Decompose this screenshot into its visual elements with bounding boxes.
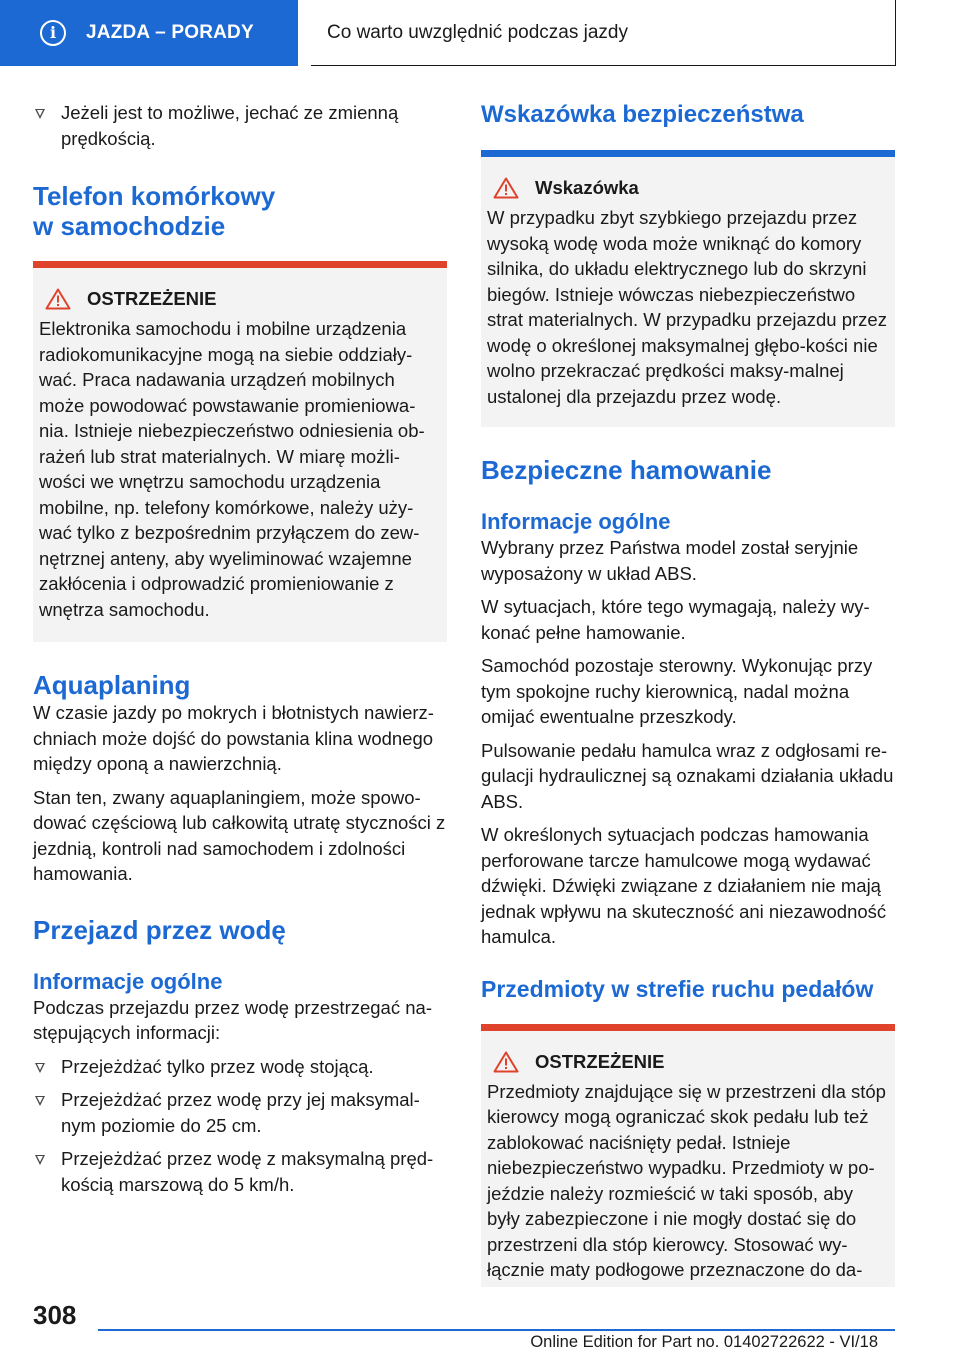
warning-title: OSTRZEŻENIE (39, 286, 441, 312)
paragraph: W czasie jazdy po mokrych i błotnistych nawierz-chniach może dojść do powstania klina wodnego między oponą a nawierzchnią. (33, 702, 434, 774)
page-header-title (311, 0, 896, 66)
edition-label: Online Edition for Part no. 01402722622 - VI/18 (530, 1333, 878, 1351)
heading-safety: Wskazówka bezpieczeństwa (481, 101, 804, 128)
heading-water: Przejazd przez wodę (33, 914, 286, 945)
paragraph: Samochód pozostaje sterowny. Wykonując przy tym spokojne ruchy kierownicą, nadal można omijać ewentualne przeszkody. (481, 655, 873, 727)
bullet-triangle-icon (35, 1155, 45, 1165)
paragraph: Podczas przejazdu przez wodę przestrzegać na-stępujących informacji: (33, 996, 432, 1043)
paragraph: Wybrany przez Państwa model został seryjnie wyposażony w układ ABS. (481, 537, 859, 584)
warning-title: OSTRZEŻENIE (487, 1049, 889, 1075)
heading-pedals: Przedmioty w strefie ruchu pedałów (481, 975, 874, 1002)
left-column (33, 100, 447, 1205)
bullet-triangle-icon (35, 109, 45, 119)
paragraph: Stan ten, zwany aquaplaningiem, może spowo-dować częściową lub całkowitą utratę styczności z jezdnią, kontroli nad samochodem i zdolności hamowania. (33, 786, 446, 884)
section-label: JAZDA – PORADY (86, 22, 254, 43)
heading-aquaplaning: Aquaplaning (33, 670, 191, 700)
warning-triangle-icon (45, 288, 71, 310)
section-tab (0, 0, 298, 66)
paragraph: W określonych sytuacjach podczas hamowania perforowane tarcze hamulcowe mogą wydawać dźwięki. Dźwięki związane z działaniem nie mają jednak wpływu na skuteczność ani niezawodność hamulca. (481, 824, 887, 947)
footer-divider (98, 1329, 895, 1331)
right-column (481, 100, 895, 1287)
note-box (481, 150, 895, 427)
bullet-triangle-icon (35, 1096, 45, 1106)
warning-text: Przedmioty znajdujące się w przestrzeni dla stóp kierowcy mogą ograniczać skok pedału lub też zablokować naciśnięty pedał. Istnieje niebezpieczeństwo wypadku. Przedmioty w po-jeździe należy rozmieścić w taki sposób, aby były zabezpieczone i nie mogły dostać się do przestrzeni dla stóp kierowcy. Stosować wy-łącznie maty podłogowe przeznaczone do da- (487, 1080, 886, 1280)
warning-box (33, 261, 447, 642)
subheading-general: Informacje ogólne (33, 968, 223, 994)
note-text: W przypadku zbyt szybkiego przejazdu przez wysoką wodę woda może wniknąć do komory silnika, do układu elektrycznego lub do skrzyni biegów. Istnieje wówczas niebezpieczeństwo strat materialnych. W przypadku przejazdu przez wodę o określonej maksymalnej głębo-kości nie wolno przekraczać prędkości maksy-malnej ustalonej dla przejazdu przez wodę. (487, 207, 887, 407)
warning-triangle-icon (493, 1051, 519, 1073)
list-item: Przejeżdżać przez wodę z maksymalną pręd-kością marszową do 5 km/h. (33, 1146, 447, 1197)
heading-braking: Bezpieczne hamowanie (481, 455, 772, 485)
list-item: Przejeżdżać przez wodę przy jej maksymal-nym poziomie do 25 cm. (33, 1087, 447, 1138)
note-title: Wskazówka (487, 175, 889, 201)
warning-text: Elektronika samochodu i mobilne urządzenia radiokomunikacyjne mogą na siebie oddziały-wać. Praca nadawania urządzeń mobilnych może powodować powstawanie promieniowa-nia. Istnieje niebezpieczeństwo odniesienia ob-rażeń lub strat materialnych. W miarę możli-wości we wnętrzu samochodu urządzenia mobilne, np. telefony komórkowe, należy uży-wać tylko z bezpośrednim przyłączem do zew-nętrznej anteny, aby wyeliminować wzajemne zakłócenia i odprowadzić promieniowanie z wnętrza samochodu. (39, 318, 425, 620)
bullet-triangle-icon (35, 1063, 45, 1073)
list-item: Przejeżdżać tylko przez wodę stojącą. (33, 1054, 447, 1080)
page-number: 308 (33, 1300, 77, 1330)
list-item: Jeżeli jest to możliwe, jechać ze zmienną prędkością. (33, 100, 447, 151)
paragraph: W sytuacjach, które tego wymagają, należy wy-konać pełne hamowanie. (481, 596, 870, 643)
paragraph: Pulsowanie pedału hamulca wraz z odgłosami re-gulacji hydraulicznej są oznakami działania układu ABS. (481, 739, 894, 812)
heading-phone: Telefon komórkowy w samochodzie (33, 181, 276, 241)
warning-triangle-icon (493, 177, 519, 199)
page-title: Co warto uwzględnić podczas jazdy (327, 21, 628, 43)
info-icon: i (40, 20, 66, 46)
warning-box (481, 1024, 895, 1287)
subheading-general: Informacje ogólne (481, 509, 671, 534)
